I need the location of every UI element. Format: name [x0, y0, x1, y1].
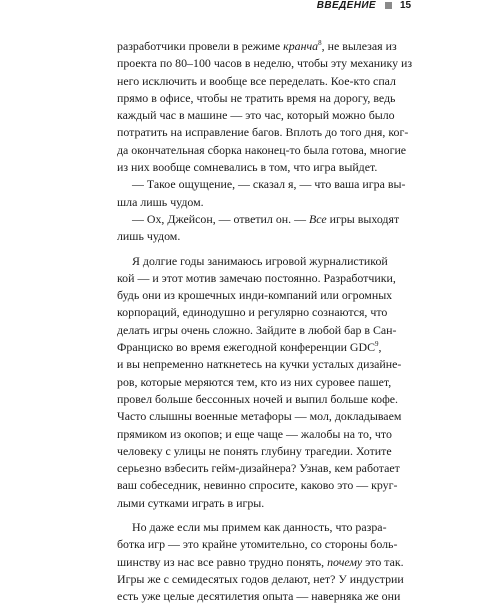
- text-span: — Ох, Джейсон, — ответил он. —: [132, 211, 309, 226]
- text-span: игры выходят: [326, 211, 400, 226]
- text-line: Но даже если мы примем как данность, что разра-: [132, 520, 387, 535]
- text-line: и вы непременно наткнетесь на кучки усталых дизайне-: [117, 357, 402, 372]
- emphasis-text: кранча: [283, 39, 319, 53]
- text-line: потратить на исправление багов. Вплоть до того дня, ког-: [117, 125, 409, 140]
- paragraph-3: [117, 211, 400, 246]
- text-span: Франциско во время ежегодной конференции GDC: [117, 340, 376, 355]
- text-line: — Такое ощущение, — сказал я, — что ваша игра вы-: [132, 177, 406, 192]
- text-line: [117, 554, 404, 571]
- text-line: Часто слышны военные метафоры — мол, докладываем: [117, 409, 402, 424]
- text-line: Игры же с семидесятых годов делают, нет? У индустрии: [117, 571, 404, 586]
- text-line: корпораций, единодушно и регулярно сознаются, что: [117, 305, 388, 320]
- page-body: [117, 38, 413, 606]
- paragraph-4: [117, 253, 402, 512]
- text-line: него исключить и вообще все переделать. Кое-кто спал: [117, 73, 396, 88]
- text-line: [117, 339, 383, 356]
- text-line: каждый час в машине — это час, который можно было: [117, 108, 395, 123]
- header-square-ornament: [385, 2, 392, 9]
- page-header: [0, 0, 500, 14]
- text-span: , не вылезая из: [321, 39, 397, 53]
- text-line: человеку с улицы не понять глубину трагедии. Хотите: [117, 443, 392, 458]
- text-line: провел больше бессонных ночей и выпил больше кофе.: [117, 391, 399, 406]
- text-line: да окончательная сборка наконец-то была готова, многие: [117, 142, 407, 157]
- text-line: будь они из крошечных инди-компаний или огромных: [117, 288, 393, 303]
- footnote-marker[interactable]: 8: [318, 39, 322, 48]
- text-line: прямо в офисе, чтобы не тратить время на дорогу, ведь: [117, 90, 396, 105]
- text-line: кой — и этот мотив замечаю постоянно. Разработчики,: [117, 270, 396, 285]
- footnote-marker[interactable]: 9: [375, 340, 379, 349]
- emphasis-text: Все: [308, 211, 327, 226]
- running-title: ВВЕДЕНИЕ: [316, 0, 376, 11]
- text-line: [117, 211, 400, 228]
- text-line: ров, которые меряются тем, кто из них суровее пашет,: [117, 374, 392, 389]
- text-line: есть уже целые десятилетия опыта — наверняка же они: [117, 589, 401, 604]
- text-line: прямиком из окопов; и еще чаще — жалобы на то, что: [117, 426, 392, 441]
- text-span: разработчики провели в режиме: [117, 39, 284, 53]
- paragraph-2: [117, 176, 406, 211]
- text-line: делать игры очень сложно. Зайдите в любой бар в Сан-: [117, 322, 397, 337]
- emphasis-text: почему: [327, 554, 363, 569]
- text-line: ботка игр — это крайне утомительно, со стороны боль-: [117, 537, 398, 552]
- text-line: [117, 38, 397, 55]
- text-line: шла лишь чудом.: [117, 194, 204, 209]
- page-number: 15: [400, 0, 412, 11]
- text-line: Я долгие годы занимаюсь игровой журналистикой: [132, 253, 388, 268]
- text-line: проекта по 80–100 часов в неделю, чтобы эту механику из: [117, 56, 413, 71]
- paragraph-5: [117, 519, 404, 605]
- text-span: это так.: [362, 554, 404, 569]
- text-line: ваш собеседник, невинно спросите, каково это — круг-: [117, 478, 398, 493]
- text-line: из них вообще сомневались в том, что игра выйдет.: [117, 160, 378, 175]
- text-line: лыми сутками играть в игры.: [117, 495, 265, 510]
- text-line: лишь чудом.: [117, 229, 181, 244]
- text-span: ,: [378, 340, 382, 355]
- text-line: серьезно взбесить гейм-дизайнера? Узнав, кем работает: [117, 461, 400, 476]
- paragraph-1: [117, 38, 413, 176]
- text-span: шинству из нас все равно трудно понять,: [117, 554, 328, 569]
